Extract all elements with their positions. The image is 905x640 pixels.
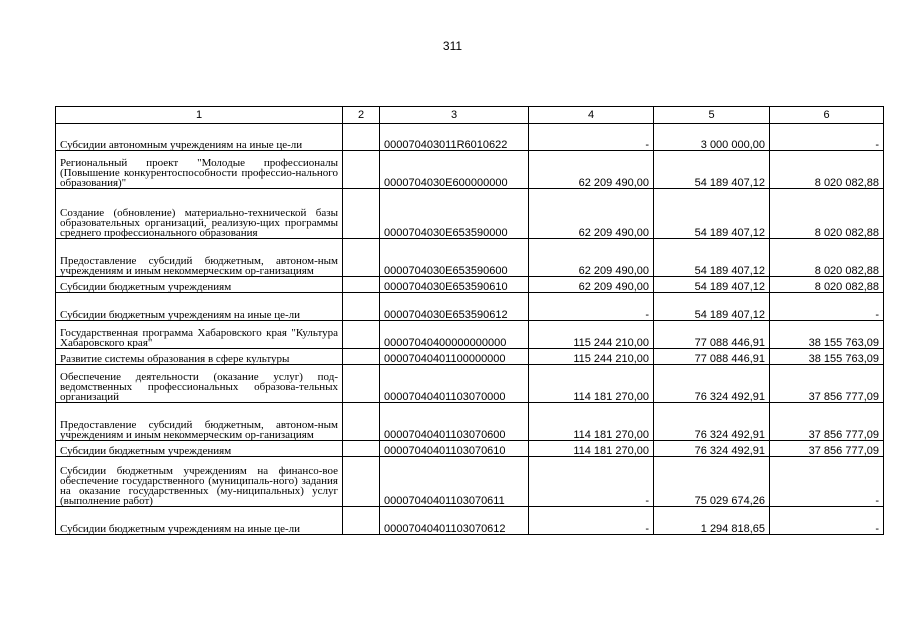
row-value-col5: 54 189 407,12 (654, 151, 770, 189)
row-value-col4: 115 244 210,00 (529, 321, 654, 349)
header-col-6: 6 (770, 107, 884, 124)
table-row (56, 349, 884, 365)
row-code-cell: 00007040400000000000 (380, 321, 529, 349)
row-value-col6: - (770, 293, 884, 321)
row-col2-cell (343, 124, 380, 151)
row-value-col6: 38 155 763,09 (770, 321, 884, 349)
table-row (56, 151, 884, 189)
row-value-col6: - (770, 507, 884, 535)
row-col2-cell (343, 239, 380, 277)
row-col2-cell (343, 507, 380, 535)
row-name-cell: Обеспечение деятельности (оказание услуг) под-ведомственных профессиональных образова-тельных организаций (56, 365, 343, 403)
row-value-col5: 77 088 446,91 (654, 349, 770, 365)
row-value-col4: 114 181 270,00 (529, 441, 654, 457)
header-col-4: 4 (529, 107, 654, 124)
row-value-col5: 75 029 674,26 (654, 457, 770, 507)
row-col2-cell (343, 403, 380, 441)
row-value-col4: 115 244 210,00 (529, 349, 654, 365)
row-value-col4: 62 209 490,00 (529, 189, 654, 239)
row-col2-cell (343, 293, 380, 321)
row-value-col5: 54 189 407,12 (654, 277, 770, 293)
table-row (56, 441, 884, 457)
row-code-cell: 00007040401103070612 (380, 507, 529, 535)
row-name-cell: Субсидии бюджетным учреждениям на иные це-ли (56, 507, 343, 535)
table-row (56, 239, 884, 277)
row-code-cell: 0000704030E600000000 (380, 151, 529, 189)
row-value-col6: 8 020 082,88 (770, 189, 884, 239)
budget-table (55, 106, 884, 535)
header-col-3: 3 (380, 107, 529, 124)
row-value-col4: 62 209 490,00 (529, 151, 654, 189)
row-value-col4: - (529, 293, 654, 321)
row-name-cell: Региональный проект "Молодые профессионалы (Повышение конкурентоспособности профессио-нального образования)" (56, 151, 343, 189)
row-code-cell: 00007040401103070610 (380, 441, 529, 457)
row-code-cell: 000070403011R6010622 (380, 124, 529, 151)
row-value-col5: 54 189 407,12 (654, 189, 770, 239)
row-value-col5: 76 324 492,91 (654, 403, 770, 441)
row-name-cell: Государственная программа Хабаровского края "Культура Хабаровского края" (56, 321, 343, 349)
row-name-cell: Предоставление субсидий бюджетным, автоном-ным учреждениям и иным некоммерческим ор-ганизациям (56, 403, 343, 441)
row-code-cell: 00007040401100000000 (380, 349, 529, 365)
row-value-col6: 8 020 082,88 (770, 151, 884, 189)
row-value-col6: 38 155 763,09 (770, 349, 884, 365)
row-name-cell: Субсидии бюджетным учреждениям (56, 441, 343, 457)
row-col2-cell (343, 189, 380, 239)
table-row (56, 293, 884, 321)
row-value-col5: 3 000 000,00 (654, 124, 770, 151)
row-code-cell: 0000704030E653590000 (380, 189, 529, 239)
row-code-cell: 00007040401103070000 (380, 365, 529, 403)
row-value-col4: 62 209 490,00 (529, 239, 654, 277)
table-row (56, 457, 884, 507)
row-code-cell: 0000704030E653590610 (380, 277, 529, 293)
row-col2-cell (343, 457, 380, 507)
header-col-5: 5 (654, 107, 770, 124)
row-name-cell: Субсидии бюджетным учреждениям (56, 277, 343, 293)
row-code-cell: 0000704030E653590600 (380, 239, 529, 277)
row-value-col4: - (529, 457, 654, 507)
row-col2-cell (343, 321, 380, 349)
table-row (56, 189, 884, 239)
header-col-1: 1 (56, 107, 343, 124)
table-row (56, 507, 884, 535)
row-value-col6: 37 856 777,09 (770, 365, 884, 403)
row-name-cell: Субсидии бюджетным учреждениям на иные це-ли (56, 293, 343, 321)
row-value-col6: 8 020 082,88 (770, 239, 884, 277)
header-row (56, 107, 884, 124)
table-row (56, 365, 884, 403)
row-code-cell: 0000704030E653590612 (380, 293, 529, 321)
row-value-col5: 1 294 818,65 (654, 507, 770, 535)
row-value-col5: 77 088 446,91 (654, 321, 770, 349)
row-col2-cell (343, 441, 380, 457)
row-value-col5: 54 189 407,12 (654, 239, 770, 277)
row-name-cell: Субсидии автономным учреждениям на иные це-ли (56, 124, 343, 151)
row-code-cell: 00007040401103070600 (380, 403, 529, 441)
row-value-col6: 37 856 777,09 (770, 403, 884, 441)
row-value-col5: 76 324 492,91 (654, 365, 770, 403)
row-col2-cell (343, 277, 380, 293)
row-code-cell: 00007040401103070611 (380, 457, 529, 507)
row-col2-cell (343, 365, 380, 403)
row-value-col6: 37 856 777,09 (770, 441, 884, 457)
row-value-col4: 114 181 270,00 (529, 365, 654, 403)
row-value-col4: - (529, 507, 654, 535)
row-value-col6: - (770, 457, 884, 507)
row-value-col5: 54 189 407,12 (654, 293, 770, 321)
row-name-cell: Развитие системы образования в сфере культуры (56, 349, 343, 365)
row-name-cell: Субсидии бюджетным учреждениям на финансо-вое обеспечение государственного (муниципаль-ного) задания на оказание государственных (му-ниципальных) услуг (выполнение работ) (56, 457, 343, 507)
table-row (56, 321, 884, 349)
row-name-cell: Предоставление субсидий бюджетным, автоном-ным учреждениям и иным некоммерческим ор-ганизациям (56, 239, 343, 277)
row-col2-cell (343, 349, 380, 365)
header-col-2: 2 (343, 107, 380, 124)
row-value-col4: 114 181 270,00 (529, 403, 654, 441)
row-value-col6: - (770, 124, 884, 151)
row-value-col6: 8 020 082,88 (770, 277, 884, 293)
row-col2-cell (343, 151, 380, 189)
page-number: 311 (442, 39, 463, 53)
table-row (56, 277, 884, 293)
row-name-cell: Создание (обновление) материально-технической базы образовательных организаций, реализую-щих программы среднего профессионального образования (56, 189, 343, 239)
table-row (56, 403, 884, 441)
row-value-col4: 62 209 490,00 (529, 277, 654, 293)
row-value-col4: - (529, 124, 654, 151)
row-value-col5: 76 324 492,91 (654, 441, 770, 457)
table-row (56, 124, 884, 151)
